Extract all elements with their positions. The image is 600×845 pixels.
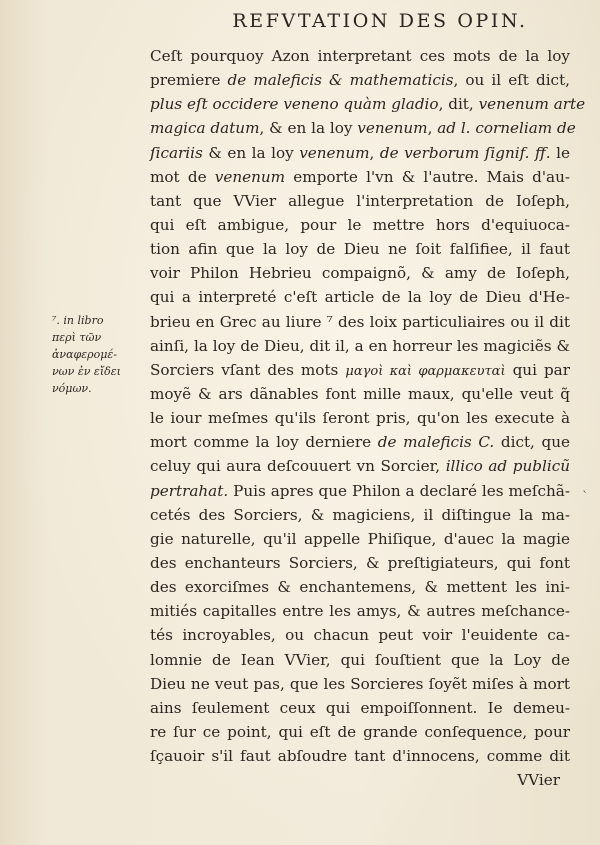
text-line [150, 116, 576, 140]
text-segment: ainſi, la loy de Dieu, dit il, a en horreur les magiciẽs & [150, 336, 570, 355]
text-line [150, 551, 570, 575]
text-line [150, 479, 570, 503]
text-line [150, 189, 570, 213]
text-segment: Dieu ne veut pas, que les Sorcieres ſoyẽt miſes à mort [150, 674, 570, 693]
text-line [150, 310, 570, 334]
italic-phrase: de verborum ſignif. ff. [379, 143, 551, 162]
text-segment: , dit, [438, 95, 479, 114]
text-line [150, 623, 570, 647]
text-segment: ains ſeulement ceux qui empoiſſonnent. Ie demeu- [150, 698, 570, 717]
text-line [150, 672, 570, 696]
italic-phrase: magica datum [150, 119, 260, 138]
text-line [150, 44, 570, 68]
italic-phrase: plus eſt occidere veneno quàm gladio [150, 95, 439, 114]
text-segment: emporte l'vn & l'autre. Mais d'au- [285, 167, 571, 186]
margin-note [52, 312, 152, 397]
text-segment: mot de [150, 167, 215, 186]
text-line [150, 92, 586, 116]
text-segment: voir Philon Hebrieu compaignõ, & amy de Ioſeph, [150, 264, 570, 283]
text-line [150, 406, 570, 430]
text-segment: re ſur ce point, qui eſt de grande conſequence, pour [150, 722, 570, 741]
text-segment: des enchanteurs Sorciers, & preſtigiateurs, qui font [150, 553, 570, 572]
text-segment: tant que VVier allegue l'interpretation de Ioſeph, [150, 191, 570, 210]
running-head: REFVTATION DES OPIN. [232, 10, 528, 32]
text-line [150, 454, 570, 478]
margin-note-line [52, 346, 152, 363]
text-segment: & en la loy [202, 143, 300, 162]
text-segment: le iour meſmes qu'ils ſeront pris, qu'on les execute à [150, 409, 570, 428]
text-segment: tés incroyables, ou chacun peut voir l'euidente ca- [150, 626, 570, 645]
text-segment: qui a interpreté c'eſt article de la loy de Dieu d'He- [150, 288, 570, 307]
text-segment: qui eſt ambigue, pour le mettre hors d'equiuoca- [150, 215, 570, 234]
text-segment: , ou il eſt dict, [453, 71, 570, 90]
italic-phrase: de maleficis & mathematicis [227, 71, 454, 90]
text-line [150, 165, 570, 189]
text-line [150, 261, 570, 285]
text-segment: dict, que [494, 433, 570, 452]
text-line [150, 575, 570, 599]
text-line [150, 382, 570, 406]
text-line [150, 527, 570, 551]
text-line [150, 503, 570, 527]
margin-note-text: ⁷. in libro [52, 314, 104, 327]
text-segment: , & en la loy [259, 119, 358, 138]
text-segment: Sorciers vſant des mots [150, 360, 346, 379]
italic-phrase: venenum arte [478, 95, 586, 114]
text-line [150, 285, 570, 309]
italic-phrase: illico ad publicũ [445, 457, 570, 476]
text-line [150, 648, 570, 672]
text-line [150, 141, 570, 165]
text-segment: brieu en Grec au liure ⁷ des loix particuliaires ou il dit [150, 312, 570, 331]
text-segment: ſçauoir s'il faut abſoudre tant d'innocens, comme dit [150, 747, 570, 766]
text-line [150, 68, 570, 92]
italic-phrase: pertrahat. [150, 481, 229, 500]
italic-phrase: ad l. corneliam de [437, 119, 576, 138]
text-line [150, 768, 570, 792]
text-segment: VVier [517, 771, 560, 790]
text-line [150, 358, 570, 382]
italic-phrase: venenum [214, 167, 286, 186]
text-segment: , [369, 143, 380, 162]
text-segment: Ceſt pourquoy Azon interpretant ces mots de la loy [150, 47, 570, 65]
text-segment: moyẽ & ars dãnables font mille maux, qu'elle veut q̃ [150, 384, 570, 403]
margin-note-line [52, 380, 152, 397]
italic-phrase: de maleficis C. [377, 433, 495, 452]
margin-note-line [52, 329, 152, 346]
body-text [150, 44, 586, 792]
text-segment: le [550, 143, 570, 162]
text-line [150, 237, 570, 261]
text-line [150, 213, 570, 237]
margin-note-line [52, 363, 152, 380]
text-segment: premiere [150, 71, 228, 90]
text-line [150, 696, 570, 720]
greek-phrase: μαγοὶ καὶ φαρμακευταὶ [345, 363, 506, 379]
italic-phrase: ſicariis [150, 143, 203, 162]
italic-phrase: venenum [357, 119, 428, 138]
text-line [150, 430, 570, 454]
text-line [150, 334, 570, 358]
italic-phrase: venenum [299, 143, 370, 162]
margin-note-line [52, 312, 152, 329]
text-line [150, 744, 570, 768]
text-line [150, 720, 570, 744]
stray-mark: ` [582, 490, 589, 505]
text-segment: des exorciſmes & enchantemens, & mettent les ini- [150, 578, 570, 597]
text-segment: celuy qui aura deſcouuert vn Sorcier, [150, 457, 446, 476]
margin-note-text: νων ἐν εἴδει [52, 365, 121, 378]
text-segment: qui par [505, 360, 570, 379]
text-segment: , [427, 119, 438, 138]
text-segment: gie naturelle, qu'il appelle Phiſique, d'auec la magie [150, 529, 570, 548]
text-segment: mitiés capitalles entre les amys, & autres meſchance- [150, 602, 570, 621]
text-segment: mort comme la loy derniere [150, 433, 378, 452]
text-segment: lomnie de Iean VVier, qui ſouſtient que la Loy de [150, 650, 570, 669]
margin-note-text: περὶ τῶν [52, 331, 102, 344]
text-line [150, 599, 570, 623]
margin-note-text: ἀναφερομέ- [52, 348, 118, 361]
text-segment: tion afin que la loy de Dieu ne ſoit falſifiee, il faut [150, 240, 570, 259]
margin-note-text: νόμων. [52, 382, 92, 395]
text-segment: Puis apres que Philon a declaré les meſchã- [228, 481, 570, 500]
text-segment: cetés des Sorciers, & magiciens, il diſtingue la ma- [150, 505, 570, 524]
